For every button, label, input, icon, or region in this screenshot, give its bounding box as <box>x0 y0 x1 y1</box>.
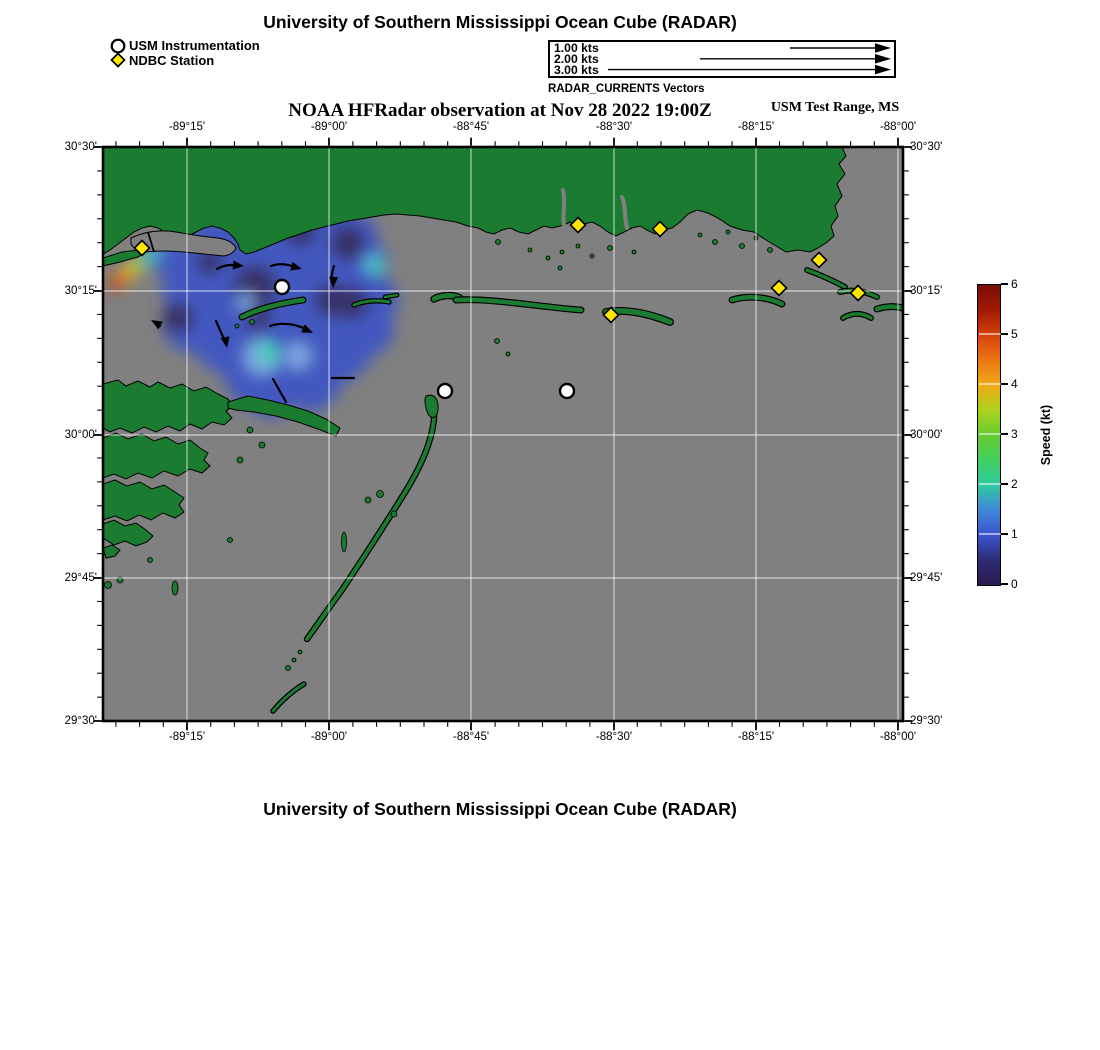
x-tick-label: -88°00' <box>879 121 917 133</box>
footer-title: University of Southern Mississippi Ocean Cube (RADAR) <box>263 799 737 819</box>
colorbar-tick-label: 6 <box>1011 277 1018 291</box>
colorbar-gridline <box>979 383 1001 385</box>
scale-row-label: 2.00 kts <box>554 51 599 66</box>
radar-speed-spot <box>162 302 194 334</box>
page-title: University of Southern Mississippi Ocean Cube (RADAR) <box>263 12 737 32</box>
vector-scale-caption: RADAR_CURRENTS Vectors <box>548 83 705 95</box>
y-tick-label: 30°30' <box>64 141 97 153</box>
x-tick-label: -89°15' <box>168 121 206 133</box>
y-tick-label: 30°15' <box>64 285 97 297</box>
colorbar-gridline <box>979 533 1001 535</box>
inlet-channel-1 <box>563 190 564 226</box>
x-tick-label: -88°30' <box>595 731 633 743</box>
usm-instrument-icon <box>112 40 125 53</box>
usm-instrument-marker <box>560 384 574 398</box>
vector-scale-arrows <box>550 42 894 76</box>
x-tick-label: -88°45' <box>452 731 490 743</box>
radar-speed-spot <box>257 342 279 364</box>
colorbar-tick <box>1001 483 1008 485</box>
colorbar-gridline <box>979 333 1001 335</box>
x-tick-label: -88°30' <box>595 121 633 133</box>
legend-item-ndbc: NDBC Station <box>129 53 215 68</box>
observation-title: NOAA HFRadar observation at Nov 28 2022 19:00Z <box>288 100 712 121</box>
usm-instrument-marker <box>275 280 289 294</box>
colorbar-tick-label: 5 <box>1011 327 1018 341</box>
map-legend <box>110 37 330 73</box>
x-tick-label: -88°15' <box>737 121 775 133</box>
range-label: USM Test Range, MS <box>770 100 900 115</box>
radar-speed-spot <box>290 368 334 412</box>
colorbar-tick-label: 1 <box>1011 527 1018 541</box>
legend-markers <box>110 37 128 71</box>
ndbc-station-icon <box>112 54 125 67</box>
colorbar-tick <box>1001 583 1008 585</box>
colorbar-tick-label: 0 <box>1011 577 1018 591</box>
radar-speed-spot <box>330 225 366 261</box>
colorbar <box>977 284 1001 586</box>
y-tick-label: 29°45' <box>910 572 943 584</box>
x-tick-label: -89°15' <box>168 731 206 743</box>
scale-row-label: 1.00 kts <box>554 41 599 55</box>
y-tick-label: 30°00' <box>64 429 97 441</box>
colorbar-tick <box>1001 333 1008 335</box>
x-tick-label: -89°00' <box>310 121 348 133</box>
y-tick-label: 29°30' <box>910 715 943 727</box>
y-tick-label: 29°30' <box>64 715 97 727</box>
scale-row-label: 3.00 kts <box>554 62 599 77</box>
radar-speed-spot <box>368 258 384 274</box>
x-tick-label: -88°00' <box>879 731 917 743</box>
radar-speed-spot <box>315 283 349 317</box>
x-tick-label: -89°00' <box>310 731 348 743</box>
colorbar-gridline <box>979 433 1001 435</box>
colorbar-title: Speed (kt) <box>1039 404 1053 466</box>
colorbar-tick-label: 3 <box>1011 427 1018 441</box>
colorbar-tick <box>1001 383 1008 385</box>
radar-speed-spot <box>285 343 311 369</box>
usm-instrument-marker <box>438 384 452 398</box>
colorbar-tick-label: 4 <box>1011 377 1018 391</box>
x-tick-label: -88°15' <box>737 731 775 743</box>
legend-item-usm: USM Instrumentation <box>129 38 260 53</box>
colorbar-tick <box>1001 533 1008 535</box>
map-canvas <box>85 130 915 740</box>
y-tick-label: 29°45' <box>64 572 97 584</box>
y-tick-label: 30°00' <box>910 429 943 441</box>
y-tick-label: 30°30' <box>910 141 943 153</box>
radar-speed-spot <box>237 293 255 311</box>
vector-scale-box <box>548 40 896 78</box>
x-tick-label: -88°45' <box>452 121 490 133</box>
colorbar-gridline <box>979 483 1001 485</box>
colorbar-tick-label: 2 <box>1011 477 1018 491</box>
y-tick-label: 30°15' <box>910 285 943 297</box>
colorbar-tick <box>1001 433 1008 435</box>
colorbar-tick <box>1001 283 1008 285</box>
